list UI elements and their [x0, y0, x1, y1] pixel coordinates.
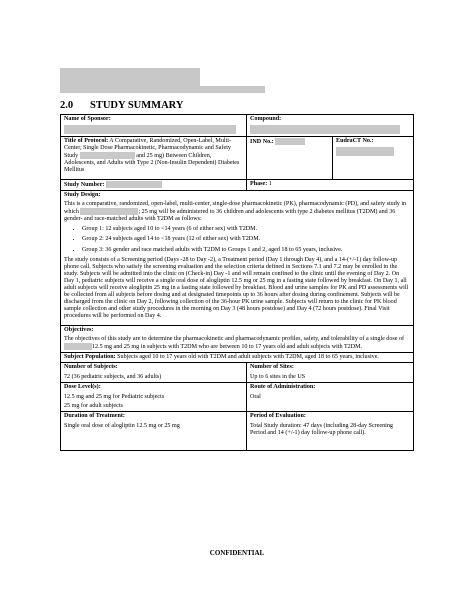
- design-label: Study Design:: [64, 192, 101, 199]
- route-value: Oral: [250, 394, 261, 401]
- population-row: [61, 352, 414, 362]
- eudract-label: EudraCT No.:: [336, 138, 374, 145]
- objectives-text-b: 12.5 mg and 25 mg in subjects with T2DM who are between 10 to 17 years old and adult subjects with T2DM.: [92, 343, 363, 350]
- redacted-eudract: [336, 147, 394, 156]
- redacted-design-drug: [80, 208, 138, 215]
- design-cell: [61, 191, 414, 325]
- section-title: STUDY SUMMARY: [90, 100, 184, 111]
- group-item: • Group 2: 24 subjects aged 14 to <18 years (12 of either sex) with T2DM.: [82, 236, 410, 243]
- sponsor-cell: [61, 115, 247, 137]
- ind-label: IND No.:: [250, 139, 274, 145]
- treatment-label: Duration of Treatment:: [64, 413, 125, 420]
- eudract-cell: [333, 137, 414, 180]
- dose-line-2: 25 mg for adult subjects: [64, 403, 123, 410]
- population-cell: [61, 352, 414, 362]
- sponsor-label: Name of Sponsor:: [64, 116, 111, 122]
- compound-label: Compound:: [250, 116, 282, 122]
- redacted-ind: [275, 138, 305, 145]
- phase-label: Phase:: [250, 181, 268, 188]
- group-item: • Group 3: 36 gender and race matched adults with T2DM to Groups 1 and 2, aged 18 to 65 years, inclusive.: [82, 247, 410, 254]
- dose-cell: [61, 382, 247, 411]
- dose-label: Dose Level(s):: [64, 383, 101, 390]
- protocol-label: Title of Protocol:: [64, 138, 109, 145]
- route-cell: [247, 382, 414, 411]
- num-subjects-value: 72 (36 pediatric subjects, and 36 adults): [64, 373, 162, 380]
- redacted-header-line: [60, 86, 265, 93]
- dose-line-1: 12.5 mg and 25 mg for Pediatric subjects: [64, 394, 165, 401]
- route-label: Route of Administration:: [250, 383, 316, 390]
- protocol-row: [61, 137, 414, 180]
- objectives-row: [61, 325, 414, 352]
- section-number: 2.0: [60, 100, 74, 111]
- redacted-sponsor: [64, 125, 236, 134]
- study-number-label: Study Number:: [64, 182, 105, 188]
- evaluation-cell: [247, 412, 414, 451]
- num-subjects-cell: [61, 362, 247, 382]
- phase-cell: [247, 180, 414, 191]
- num-sites-cell: [247, 362, 414, 382]
- design-intro-b: ; 25 mg will be administered to 36 children and adolescents with type 2 diabetes mellitus (T2DM) and 36 gender- and race-matched adults with T2DM as follows:: [64, 209, 396, 223]
- evaluation-label: Period of Evaluation:: [250, 413, 306, 420]
- redacted-objectives-drug: [64, 343, 92, 350]
- section-heading: [60, 100, 183, 111]
- population-text: Subjects aged 10 to 17 years old with T2DM and adult subjects with T2DM, aged 18 to 65 years, inclusive.: [115, 353, 379, 360]
- redacted-compound: [250, 125, 400, 134]
- protocol-text-b: and 25 mg) Between Children, Adolescents, and Adults with Type 2 (Non-Insulin Dependent) Diabetes Mellitus: [64, 153, 240, 174]
- study-number-row: [61, 180, 414, 191]
- design-row: [61, 191, 414, 325]
- design-intro: [64, 201, 410, 223]
- treatment-value: Single oral dose of alogliptin 12.5 mg or 25 mg: [64, 423, 180, 430]
- study-summary-table: [60, 114, 414, 451]
- design-paragraph-2: The study consists of a Screening period (Days -28 to Day -2), a Treatment period (Day 1 through Day 4), and a 14-(+/-1) day follow-up phone call. Subjects who satisfy the screening evaluation and the selection criteria defined in Sections 7.1 and 7.2 may be enrolled in the study. Subjects will be admitted into the clinic on (Check-in) Day -1 and will remain confined to the clinic until the evening of Day 2. On Day 1, pediatric subjects will receive a single oral dose of alogliptin 12.5 mg or 25 mg in a fasting state followed by breakfast. On Day 1, all adult subjects will receive alogliptin 25 mg in a fasting state followed by breakfast. Blood and urine samples for PK and PD assessments will be collected from all subjects before dosing and at designated timepoints up to 36 hours after dosing during confinement. Subjects will be discharged from the clinic on Day 2, following collection of the 36-hour PK urine sample. Subjects will return to the clinic for PK blood sample collection and other study procedures in the morning on Day 3 (48 hours postdose) and Day 4 (72 hours postdose). Final Visit procedures will be performed on Day 4.: [64, 256, 409, 320]
- redacted-protocol: [80, 152, 135, 159]
- ind-cell: [247, 137, 333, 180]
- design-intro-a: This is a comparative, randomized, open-label, multi-center, single-dose pharmacokinetic (PK), pharmacodynamic (PD), and safety study in which: [64, 201, 407, 216]
- group-list: [64, 226, 410, 253]
- objectives-cell: [61, 325, 414, 352]
- redacted-study-number: [106, 181, 162, 188]
- protocol-text-a: A Comparative, Randomized, Open-Label, Multi-Center, Single Dose Pharmacokinetic, Pharmacodynamic and Safety Study: [64, 138, 231, 160]
- treatment-evaluation-row: [61, 412, 414, 451]
- objectives-text-a: The objectives of this study are to determine the pharmacokinetic and pharmacodynamic profiles, safety, and tolerability of a single dose of: [64, 335, 405, 342]
- num-sites-label: Number of Sites:: [250, 363, 294, 370]
- compound-cell: [247, 115, 414, 137]
- dose-route-row: [61, 382, 414, 411]
- evaluation-value: Total Study duration: 47 days (including 28-day Screening Period and 14 (+/-1) day follow-up phone call).: [250, 423, 393, 437]
- confidential-footer: CONFIDENTIAL: [209, 549, 265, 557]
- sponsor-row: [61, 115, 414, 137]
- group-item: • Group 1: 12 subjects aged 10 to <14 years (6 of either sex) with T2DM.: [82, 226, 410, 233]
- subjects-sites-row: [61, 362, 414, 382]
- protocol-cell: [61, 137, 247, 180]
- phase-value: 1: [267, 181, 272, 188]
- num-sites-value: Up to 6 sites in the US: [250, 373, 306, 380]
- study-number-cell: [61, 180, 247, 191]
- num-subjects-label: Number of Subjects:: [64, 363, 118, 370]
- objectives-label: Objectives:: [64, 326, 94, 333]
- treatment-cell: [61, 412, 247, 451]
- population-label: Subject Population:: [64, 353, 116, 360]
